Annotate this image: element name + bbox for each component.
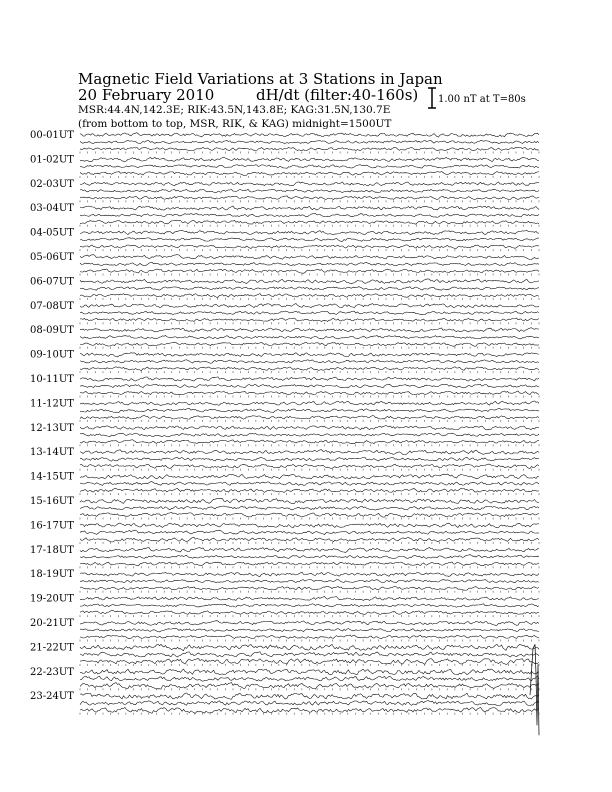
hour-row-label: 00-01UT [30,130,74,141]
minute-ticks [80,322,539,324]
trace-rik [80,311,539,315]
hour-row-label: 21-22UT [30,642,74,654]
trace-rik [80,506,539,510]
trace-msr [80,318,539,321]
trace-kag [80,328,539,332]
hour-row [30,301,539,325]
trace-msr [80,611,539,615]
trace-rik [80,336,539,340]
hour-row [30,179,539,203]
trace-kag [80,548,539,553]
trace-rik [80,287,539,291]
hour-row-label: 16-17UT [30,520,74,532]
hour-row [30,642,539,666]
trace-kag [80,401,539,406]
trace-rik [80,262,539,266]
trace-kag [80,206,539,210]
trace-rik [80,384,539,388]
trace-kag [80,450,539,455]
trace-kag [80,377,539,381]
trace-rik [80,604,539,607]
hour-row [30,545,539,569]
trace-kag [80,644,539,650]
hour-row-label: 05-06UT [30,252,74,263]
hour-row-label: 22-23UT [30,666,74,678]
hour-row [30,325,539,349]
trace-msr [80,147,539,150]
trace-msr [80,416,539,420]
hour-row [30,691,539,715]
hour-row [30,276,539,300]
trace-kag [80,669,539,675]
hour-row-label: 13-14UT [30,447,74,459]
trace-msr [80,464,539,468]
trace-msr [80,537,539,542]
quantity-label: dH/dt (filter:40-160s) [256,86,419,104]
hour-row [30,252,539,276]
trace-kag [80,523,539,528]
trace-rik [80,482,539,486]
hour-row-label: 19-20UT [30,593,74,605]
trace-msr [80,391,539,395]
trace-rik [80,457,539,461]
trace-rik [80,360,539,364]
trace-rik [80,676,539,681]
hour-row-label: 08-09UT [30,325,74,337]
trace-kag [80,597,539,601]
trace-rik [80,530,539,534]
trace-rik [80,652,539,657]
trace-rik [80,433,539,437]
station-coordinates: MSR:44.4N,142.3E; RIK:43.5N,143.8E; KAG:31.5N,130.7E [78,104,391,116]
minute-ticks [80,274,539,276]
hour-row-label: 02-03UT [30,178,74,190]
hour-row [30,569,539,593]
trace-msr [80,683,539,690]
minute-ticks [80,713,539,715]
hour-row-label: 20-21UT [30,618,74,629]
trace-kag [80,474,539,479]
hour-row-label: 23-24UT [30,691,74,703]
hour-row-label: 06-07UT [30,276,74,288]
date-label: 20 February 2010 [78,86,215,104]
trace-rik [80,555,539,559]
trace-msr [80,513,539,518]
scale-bar [428,88,436,108]
hour-row [30,228,539,252]
trace-rik [80,238,539,242]
trace-kag [80,426,539,430]
hour-rows [30,130,539,735]
trace-msr [80,269,539,273]
hour-row-label: 04-05UT [30,227,74,239]
minute-ticks [80,420,539,422]
hour-row [30,594,539,618]
trace-msr [80,196,539,200]
minute-ticks [80,152,539,154]
hour-row-label: 01-02UT [30,154,74,166]
trace-kag [80,230,539,234]
trace-rik [80,140,539,143]
hour-row [30,520,539,544]
minute-ticks [80,298,539,300]
trace-msr [80,635,539,639]
minute-ticks [80,396,539,398]
hour-row [30,496,539,520]
hour-row [30,130,539,154]
trace-rik [80,408,539,412]
minute-ticks [80,347,539,349]
minute-ticks [80,249,539,251]
hour-row [30,374,539,398]
minute-ticks [80,542,539,544]
trace-order-note: (from bottom to top, MSR, RIK, & KAG) midnight=1500UT [78,118,392,130]
hour-row-label: 17-18UT [30,544,74,556]
trace-msr [80,586,539,590]
trace-kag [80,279,539,284]
trace-kag [80,255,539,260]
minute-ticks [80,688,539,690]
trace-rik [80,189,539,192]
trace-msr [80,708,539,714]
minute-ticks [80,664,539,666]
trace-msr [80,172,539,176]
minute-ticks [80,371,539,373]
hour-row-label: 07-08UT [30,300,74,312]
hour-row-label: 10-11UT [30,374,74,385]
hour-row-label: 15-16UT [30,496,74,507]
minute-ticks [80,493,539,495]
hour-row [30,350,539,374]
trace-msr [80,488,539,492]
trace-rik [80,700,539,705]
hour-row [30,618,539,642]
minute-ticks [80,518,539,520]
minute-ticks [80,176,539,178]
trace-msr [80,294,539,298]
trace-kag [80,133,539,137]
trace-rik [80,165,539,169]
trace-kag [80,353,539,357]
hour-row-label: 09-10UT [30,349,74,361]
hour-row [30,398,539,422]
hour-row-label: 14-15UT [30,471,74,483]
minute-ticks [80,200,539,202]
hour-row [30,203,539,227]
trace-kag [80,304,539,308]
hour-row [30,423,539,447]
trace-kag [80,182,539,186]
minute-ticks [80,444,539,446]
hour-row-label: 11-12UT [30,398,74,410]
trace-kag [80,498,539,503]
hour-row [30,447,539,471]
trace-rik [80,214,539,218]
hour-row [30,154,539,178]
minute-ticks [80,225,539,227]
minute-ticks [80,566,539,568]
trace-msr [80,440,539,444]
minute-ticks [80,640,539,642]
hour-row-label: 03-04UT [30,203,74,215]
hour-row-label: 18-19UT [30,569,74,581]
chart-title: Magnetic Field Variations at 3 Stations in Japan [78,70,443,88]
scale-bar-label: 1.00 nT at T=80s [438,94,526,105]
minute-ticks [80,469,539,471]
trace-kag [80,693,539,699]
trace-rik [80,579,539,582]
trace-kag [80,621,539,626]
trace-msr [80,342,539,346]
minute-ticks [80,591,539,593]
trace-msr [80,245,539,249]
trace-kag [80,572,539,576]
trace-msr [80,367,539,371]
hour-row [30,472,539,496]
trace-rik [80,628,539,632]
hour-row [30,667,539,691]
trace-msr [80,562,539,566]
trace-msr [80,220,539,224]
hour-row-label: 12-13UT [30,422,74,434]
minute-ticks [80,615,539,617]
trace-msr [80,659,539,665]
trace-kag [80,157,539,161]
